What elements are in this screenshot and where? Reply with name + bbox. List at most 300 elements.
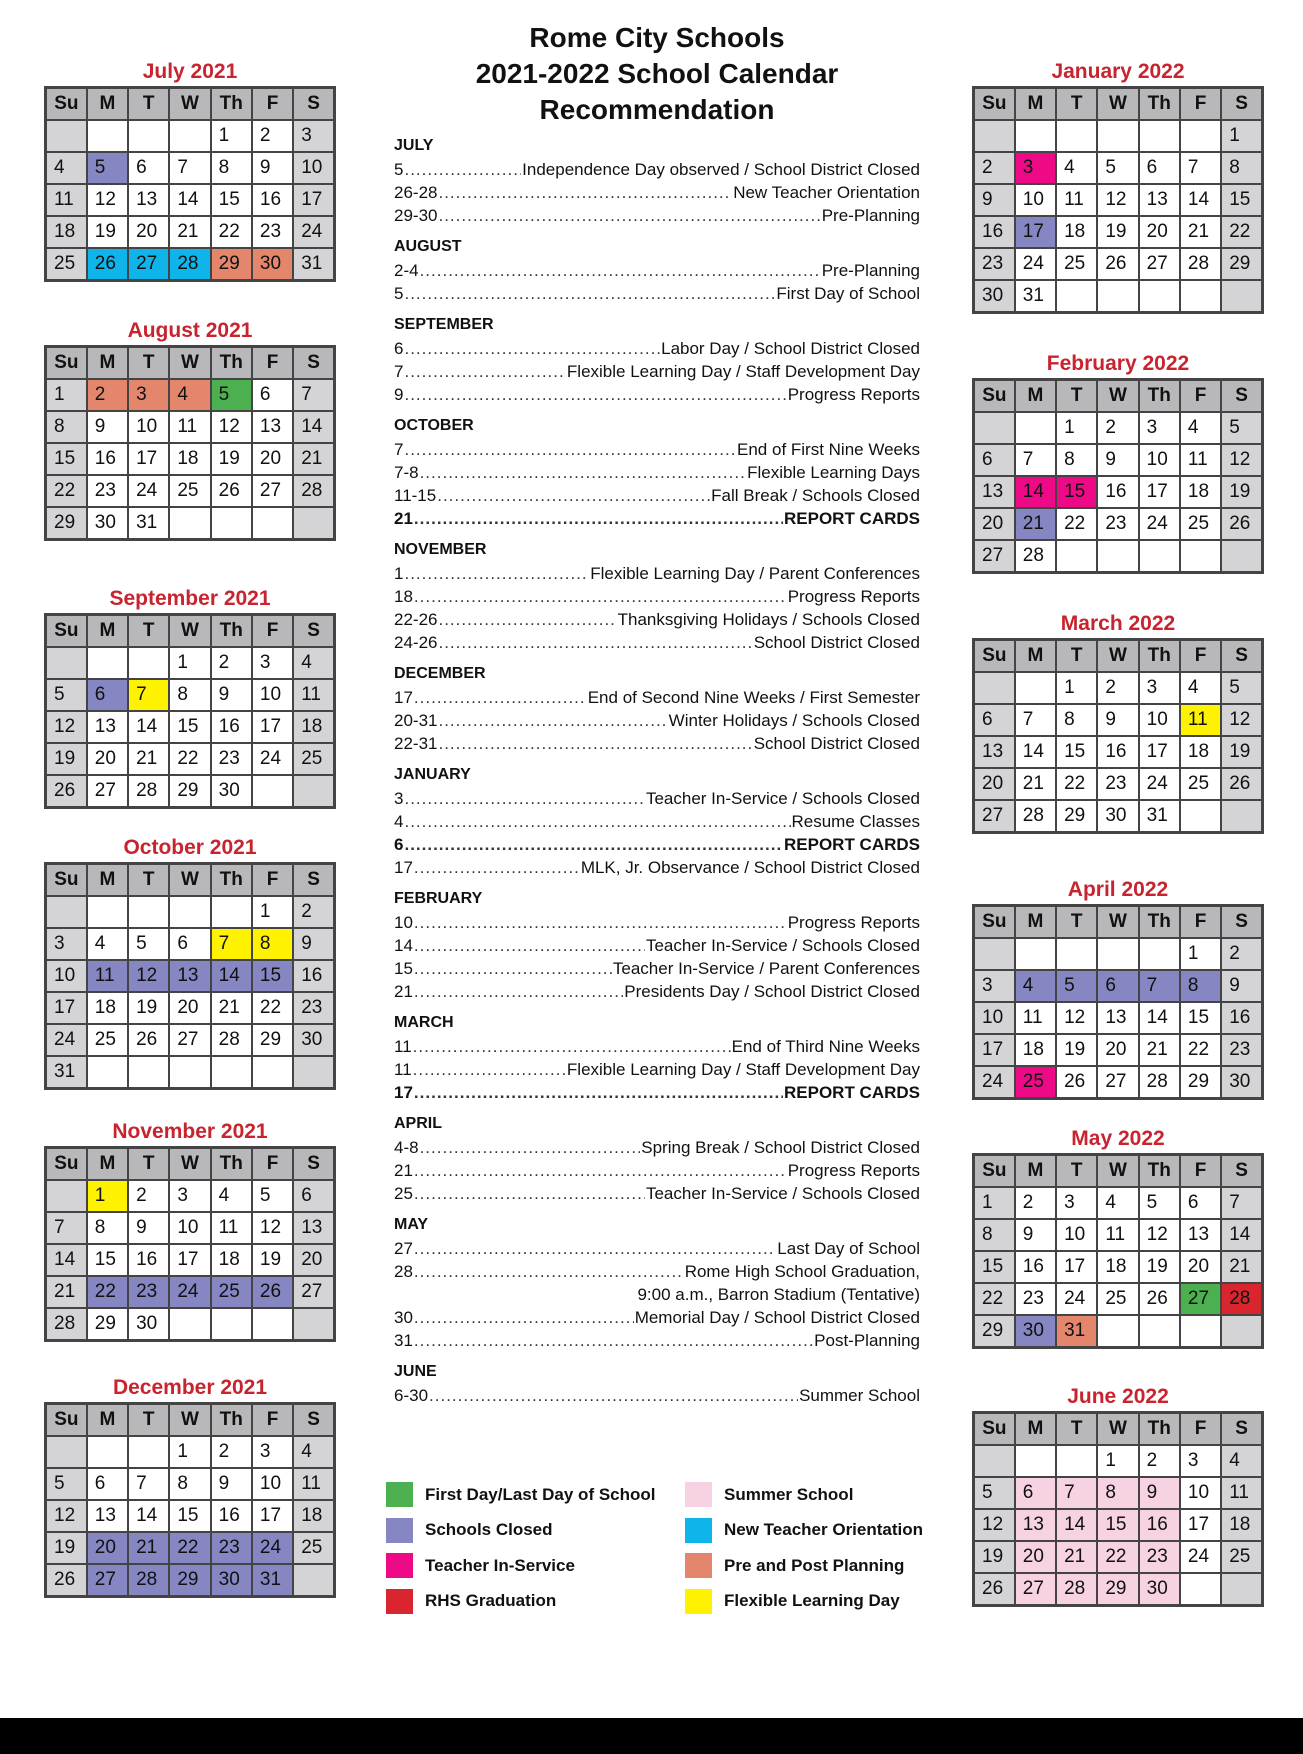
weekday-header: W xyxy=(169,1148,210,1181)
event-row xyxy=(394,608,920,631)
week-row xyxy=(46,1180,335,1212)
day-cell: 5 xyxy=(1139,1187,1180,1219)
day-cell: 30 xyxy=(87,507,128,540)
day-cell: 21 xyxy=(1139,1034,1180,1066)
day-cell: 2 xyxy=(211,647,252,679)
empty-day-cell xyxy=(87,120,128,152)
day-cell: 3 xyxy=(252,647,293,679)
day-cell: 21 xyxy=(46,1276,87,1308)
day-cell: 10 xyxy=(46,960,87,992)
day-cell: 10 xyxy=(1180,1477,1221,1509)
empty-day-cell xyxy=(1139,938,1180,970)
day-cell: 8 xyxy=(1097,1477,1138,1509)
day-cell: 25 xyxy=(87,1024,128,1056)
day-cell: 9 xyxy=(87,411,128,443)
empty-day-cell xyxy=(211,1056,252,1089)
weekday-header: Su xyxy=(974,1155,1015,1188)
day-cell: 2 xyxy=(1097,412,1138,444)
event-date: 11 xyxy=(394,1060,412,1079)
event-row xyxy=(394,282,920,305)
event-date: 17 xyxy=(394,1083,413,1102)
day-cell: 24 xyxy=(1180,1541,1221,1573)
legend-item-insvc xyxy=(386,1553,575,1578)
weekday-header: S xyxy=(1221,1413,1262,1446)
day-cell: 19 xyxy=(1221,736,1262,768)
day-cell: 28 xyxy=(1221,1283,1262,1315)
day-cell: 15 xyxy=(169,1500,210,1532)
empty-day-cell xyxy=(1056,938,1097,970)
dot-leader xyxy=(414,856,580,879)
day-cell: 15 xyxy=(169,711,210,743)
month-grid xyxy=(972,638,1264,834)
day-cell: 2 xyxy=(87,379,128,411)
event-row xyxy=(394,585,920,608)
empty-day-cell xyxy=(1015,412,1056,444)
dot-leader xyxy=(414,1182,645,1205)
day-cell: 17 xyxy=(1180,1509,1221,1541)
empty-day-cell xyxy=(252,775,293,808)
event-date: 10 xyxy=(394,913,413,932)
day-cell: 31 xyxy=(1015,280,1056,313)
day-cell: 20 xyxy=(1180,1251,1221,1283)
day-cell: 8 xyxy=(169,679,210,711)
empty-day-cell xyxy=(211,507,252,540)
weekday-header: M xyxy=(87,864,128,897)
legend-label: Flexible Learning Day xyxy=(724,1591,900,1610)
weekday-header: T xyxy=(128,347,169,380)
event-row xyxy=(394,360,920,383)
event-description: Flexible Learning Day / Parent Conferences xyxy=(590,564,920,583)
day-cell: 7 xyxy=(128,1468,169,1500)
month-may-2022 xyxy=(972,1125,1264,1349)
week-row xyxy=(46,443,335,475)
event-date: 21 xyxy=(394,982,413,1001)
day-cell: 5 xyxy=(46,679,87,711)
weekday-header: M xyxy=(87,347,128,380)
empty-day-cell xyxy=(1015,672,1056,704)
month-april-2022 xyxy=(972,876,1264,1100)
day-cell: 1 xyxy=(974,1187,1015,1219)
month-august-2021 xyxy=(44,317,336,541)
day-cell: 22 xyxy=(1180,1034,1221,1066)
day-cell: 5 xyxy=(252,1180,293,1212)
event-description: MLK, Jr. Observance / School District Closed xyxy=(580,858,920,877)
event-description: Flexible Learning Day / Staff Development Day xyxy=(566,362,920,381)
day-cell: 17 xyxy=(128,443,169,475)
legend-item-first xyxy=(386,1482,656,1507)
day-cell: 13 xyxy=(128,184,169,216)
day-cell: 20 xyxy=(87,743,128,775)
empty-day-cell xyxy=(87,647,128,679)
event-description: First Day of School xyxy=(776,284,920,303)
month-march-2022 xyxy=(972,610,1264,834)
events-month-heading: SEPTEMBER xyxy=(394,316,494,333)
day-cell: 29 xyxy=(87,1308,128,1341)
event-date: 28 xyxy=(394,1262,413,1281)
event-row xyxy=(394,562,920,585)
day-cell: 17 xyxy=(1015,216,1056,248)
day-cell: 16 xyxy=(293,960,334,992)
day-cell: 10 xyxy=(293,152,334,184)
event-description: REPORT CARDS xyxy=(783,835,920,854)
empty-day-cell xyxy=(293,775,334,808)
day-cell: 21 xyxy=(128,1532,169,1564)
event-date: 6 xyxy=(394,835,404,854)
week-row xyxy=(974,152,1263,184)
day-cell: 21 xyxy=(211,992,252,1024)
day-cell: 25 xyxy=(169,475,210,507)
day-cell: 20 xyxy=(1015,1541,1056,1573)
day-cell: 28 xyxy=(1015,540,1056,573)
week-row xyxy=(974,1477,1263,1509)
month-grid xyxy=(972,86,1264,314)
month-september-2021 xyxy=(44,585,336,809)
day-cell: 26 xyxy=(974,1573,1015,1606)
day-cell: 29 xyxy=(1221,248,1262,280)
day-cell: 23 xyxy=(252,216,293,248)
week-row xyxy=(46,1024,335,1056)
empty-day-cell xyxy=(128,647,169,679)
empty-day-cell xyxy=(1056,1445,1097,1477)
day-cell: 24 xyxy=(1015,248,1056,280)
legend-label: First Day/Last Day of School xyxy=(425,1484,656,1504)
legend-label: RHS Graduation xyxy=(425,1591,557,1610)
day-cell: 21 xyxy=(1015,768,1056,800)
event-date: 22-31 xyxy=(394,734,438,753)
event-row xyxy=(394,1237,920,1260)
dot-leader xyxy=(404,833,783,856)
empty-day-cell xyxy=(252,1308,293,1341)
day-cell: 27 xyxy=(293,1276,334,1308)
event-description: REPORT CARDS xyxy=(783,1083,920,1102)
event-description: REPORT CARDS xyxy=(783,509,920,528)
day-cell: 24 xyxy=(974,1066,1015,1099)
weekday-header: M xyxy=(87,88,128,121)
day-cell: 9 xyxy=(1221,970,1262,1002)
weekday-header: S xyxy=(1221,640,1262,673)
empty-day-cell xyxy=(1139,280,1180,313)
event-row xyxy=(394,204,920,227)
day-cell: 12 xyxy=(87,184,128,216)
event-row xyxy=(394,1182,920,1205)
day-cell: 29 xyxy=(169,1564,210,1597)
week-row xyxy=(46,1308,335,1341)
dot-leader xyxy=(404,158,521,181)
day-cell: 24 xyxy=(169,1276,210,1308)
dot-leader xyxy=(414,686,587,709)
day-cell: 18 xyxy=(46,216,87,248)
day-cell: 26 xyxy=(128,1024,169,1056)
day-cell: 3 xyxy=(252,1436,293,1468)
week-row xyxy=(46,1564,335,1597)
day-cell: 20 xyxy=(169,992,210,1024)
day-cell: 14 xyxy=(46,1244,87,1276)
empty-day-cell xyxy=(252,507,293,540)
day-cell: 18 xyxy=(293,711,334,743)
event-description: School District Closed xyxy=(753,734,920,753)
day-cell: 26 xyxy=(46,1564,87,1597)
day-cell: 19 xyxy=(974,1541,1015,1573)
month-november-2021 xyxy=(44,1118,336,1342)
event-row xyxy=(394,631,920,654)
day-cell: 23 xyxy=(1097,768,1138,800)
calendar-title: 2021-2022 School Calendar xyxy=(475,58,839,89)
day-cell: 7 xyxy=(128,679,169,711)
legend-swatch xyxy=(386,1553,413,1578)
day-cell: 7 xyxy=(1180,152,1221,184)
day-cell: 19 xyxy=(87,216,128,248)
legend-item-summer xyxy=(685,1482,853,1507)
day-cell: 5 xyxy=(211,379,252,411)
day-cell: 8 xyxy=(974,1219,1015,1251)
event-description: Progress Reports xyxy=(787,587,920,606)
day-cell: 2 xyxy=(1097,672,1138,704)
dot-leader xyxy=(404,438,736,461)
day-cell: 31 xyxy=(1139,800,1180,833)
day-cell: 23 xyxy=(1015,1283,1056,1315)
day-cell: 10 xyxy=(1056,1219,1097,1251)
month-title: April 2022 xyxy=(1067,878,1169,901)
event-description: New Teacher Orientation xyxy=(733,183,920,202)
event-row xyxy=(394,181,920,204)
legend-swatch xyxy=(685,1518,712,1543)
day-cell: 5 xyxy=(46,1468,87,1500)
empty-day-cell xyxy=(1015,120,1056,152)
day-cell: 2 xyxy=(1221,938,1262,970)
day-cell: 15 xyxy=(1180,1002,1221,1034)
events-month-heading: DECEMBER xyxy=(394,665,486,682)
day-cell: 11 xyxy=(1015,1002,1056,1034)
week-row xyxy=(974,444,1263,476)
empty-day-cell xyxy=(1015,938,1056,970)
day-cell: 2 xyxy=(252,120,293,152)
event-date: 21 xyxy=(394,509,413,528)
week-row xyxy=(974,1251,1263,1283)
day-cell: 17 xyxy=(1139,476,1180,508)
day-cell: 9 xyxy=(252,152,293,184)
day-cell: 4 xyxy=(1221,1445,1262,1477)
event-date: 7 xyxy=(394,362,404,381)
empty-day-cell xyxy=(46,896,87,928)
event-description-continued: 9:00 a.m., Barron Stadium (Tentative) xyxy=(637,1285,920,1304)
day-cell: 13 xyxy=(974,736,1015,768)
event-row xyxy=(394,686,920,709)
empty-day-cell xyxy=(1221,1573,1262,1606)
day-cell: 24 xyxy=(128,475,169,507)
week-row xyxy=(974,1573,1263,1606)
event-date: 5 xyxy=(394,284,404,303)
day-cell: 17 xyxy=(252,1500,293,1532)
day-cell: 19 xyxy=(1056,1034,1097,1066)
event-date: 29-30 xyxy=(394,206,438,225)
day-cell: 1 xyxy=(169,647,210,679)
event-description: Teacher In-Service / Schools Closed xyxy=(645,1184,920,1203)
event-date: 9 xyxy=(394,385,404,404)
day-cell: 14 xyxy=(1139,1002,1180,1034)
empty-day-cell xyxy=(1139,540,1180,573)
day-cell: 24 xyxy=(293,216,334,248)
events-month-heading: AUGUST xyxy=(394,238,462,255)
day-cell: 10 xyxy=(1015,184,1056,216)
day-cell: 2 xyxy=(211,1436,252,1468)
weekday-header: S xyxy=(1221,88,1262,121)
calendar-subtitle: Recommendation xyxy=(539,94,775,125)
day-cell: 20 xyxy=(293,1244,334,1276)
day-cell: 30 xyxy=(293,1024,334,1056)
events-section-september xyxy=(394,315,920,406)
day-cell: 28 xyxy=(46,1308,87,1341)
day-cell: 22 xyxy=(1097,1541,1138,1573)
week-row xyxy=(974,120,1263,152)
weekday-header: Th xyxy=(211,615,252,648)
day-cell: 6 xyxy=(87,679,128,711)
weekday-header: T xyxy=(1056,380,1097,413)
event-description: Winter Holidays / Schools Closed xyxy=(668,711,920,730)
event-date: 14 xyxy=(394,936,413,955)
event-date: 4 xyxy=(394,812,404,831)
day-cell: 4 xyxy=(1015,970,1056,1002)
day-cell: 2 xyxy=(293,896,334,928)
weekday-header: Su xyxy=(974,380,1015,413)
week-row xyxy=(974,970,1263,1002)
events-month-heading: JULY xyxy=(394,137,434,154)
day-cell: 20 xyxy=(1139,216,1180,248)
events-section-july xyxy=(394,136,920,227)
weekday-header: Th xyxy=(1139,906,1180,939)
week-row xyxy=(46,1436,335,1468)
day-cell: 12 xyxy=(46,1500,87,1532)
events-month-heading: JANUARY xyxy=(394,766,471,783)
weekday-header: F xyxy=(252,615,293,648)
events-month-heading: APRIL xyxy=(394,1115,442,1132)
events-list xyxy=(394,136,920,1417)
day-cell: 4 xyxy=(1180,412,1221,444)
weekday-header: T xyxy=(1056,640,1097,673)
day-cell: 7 xyxy=(211,928,252,960)
legend-swatch xyxy=(386,1589,413,1614)
day-cell: 19 xyxy=(1221,476,1262,508)
week-row xyxy=(46,775,335,808)
month-grid xyxy=(972,904,1264,1100)
event-date: 6-30 xyxy=(394,1386,429,1405)
day-cell: 8 xyxy=(1056,444,1097,476)
event-description: Fall Break / Schools Closed xyxy=(711,486,920,505)
weekday-header: M xyxy=(87,1404,128,1437)
dot-leader xyxy=(414,1159,787,1182)
day-cell: 4 xyxy=(1097,1187,1138,1219)
legend-label: Teacher In-Service xyxy=(425,1555,575,1575)
day-cell: 18 xyxy=(87,992,128,1024)
day-cell: 27 xyxy=(1180,1283,1221,1315)
event-row xyxy=(394,337,920,360)
day-cell: 26 xyxy=(1139,1283,1180,1315)
day-cell: 3 xyxy=(128,379,169,411)
event-row xyxy=(394,1136,920,1159)
weekday-header: Su xyxy=(46,864,87,897)
month-grid xyxy=(44,613,336,809)
day-cell: 10 xyxy=(128,411,169,443)
dot-leader xyxy=(438,709,667,732)
weekday-header: T xyxy=(128,88,169,121)
empty-day-cell xyxy=(1180,1315,1221,1348)
weekday-header: S xyxy=(293,347,334,380)
day-cell: 13 xyxy=(1180,1219,1221,1251)
day-cell: 10 xyxy=(252,679,293,711)
empty-day-cell xyxy=(293,1056,334,1089)
dot-leader xyxy=(404,337,660,360)
weekday-header: Su xyxy=(974,640,1015,673)
day-cell: 9 xyxy=(1015,1219,1056,1251)
event-row xyxy=(394,1384,920,1407)
week-row xyxy=(974,1541,1263,1573)
day-cell: 15 xyxy=(1221,184,1262,216)
month-grid xyxy=(44,86,336,282)
day-cell: 25 xyxy=(1180,508,1221,540)
day-cell: 6 xyxy=(169,928,210,960)
day-cell: 30 xyxy=(974,280,1015,313)
empty-day-cell xyxy=(974,412,1015,444)
day-cell: 31 xyxy=(293,248,334,281)
day-cell: 25 xyxy=(293,743,334,775)
week-row xyxy=(974,704,1263,736)
dot-leader xyxy=(414,1081,783,1104)
day-cell: 17 xyxy=(293,184,334,216)
weekday-header: Su xyxy=(46,347,87,380)
day-cell: 24 xyxy=(252,1532,293,1564)
weekday-header: S xyxy=(293,615,334,648)
footer-bar xyxy=(0,1718,1303,1754)
day-cell: 27 xyxy=(1015,1573,1056,1606)
week-row xyxy=(974,938,1263,970)
event-date: 6 xyxy=(394,339,404,358)
event-description: Progress Reports xyxy=(787,913,920,932)
weekday-header: F xyxy=(1180,1413,1221,1446)
month-grid xyxy=(44,345,336,541)
week-row xyxy=(46,507,335,540)
empty-day-cell xyxy=(293,1564,334,1597)
month-june-2022 xyxy=(972,1383,1264,1607)
events-section-august xyxy=(394,237,920,305)
dot-leader xyxy=(414,1329,813,1352)
empty-day-cell xyxy=(46,120,87,152)
event-row xyxy=(394,1081,920,1104)
day-cell: 3 xyxy=(1015,152,1056,184)
weekday-header: S xyxy=(293,864,334,897)
day-cell: 26 xyxy=(252,1276,293,1308)
day-cell: 30 xyxy=(1015,1315,1056,1348)
week-row xyxy=(974,1283,1263,1315)
day-cell: 28 xyxy=(293,475,334,507)
month-title: October 2021 xyxy=(123,836,257,859)
day-cell: 6 xyxy=(974,444,1015,476)
day-cell: 7 xyxy=(169,152,210,184)
day-cell: 14 xyxy=(1015,476,1056,508)
day-cell: 25 xyxy=(1097,1283,1138,1315)
document-header xyxy=(370,20,944,128)
event-date: 31 xyxy=(394,1331,413,1350)
day-cell: 12 xyxy=(211,411,252,443)
day-cell: 17 xyxy=(169,1244,210,1276)
day-cell: 9 xyxy=(1139,1477,1180,1509)
day-cell: 27 xyxy=(169,1024,210,1056)
dot-leader xyxy=(438,631,752,654)
day-cell: 11 xyxy=(211,1212,252,1244)
events-section-january xyxy=(394,765,920,879)
day-cell: 27 xyxy=(1139,248,1180,280)
month-title: June 2022 xyxy=(1067,1385,1169,1408)
day-cell: 23 xyxy=(974,248,1015,280)
weekday-header: M xyxy=(1015,640,1056,673)
